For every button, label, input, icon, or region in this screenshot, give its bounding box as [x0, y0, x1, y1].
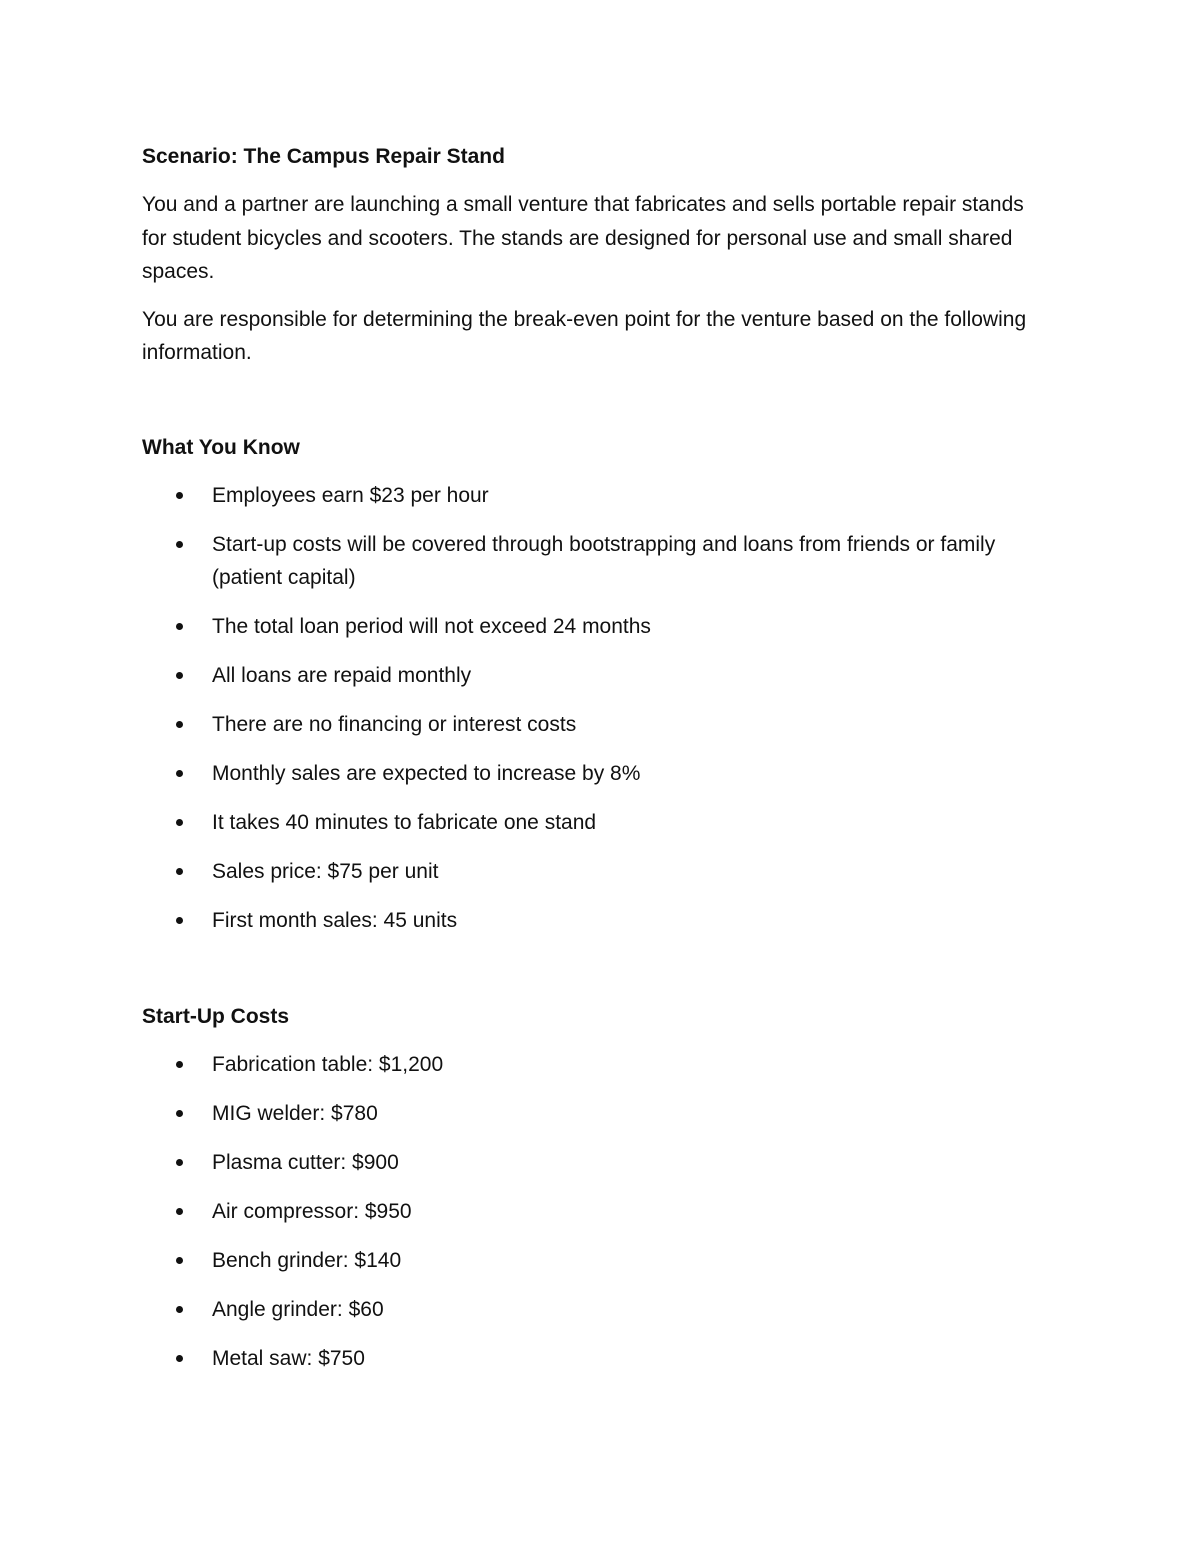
bullet-icon	[176, 868, 183, 875]
bullet-icon	[176, 721, 183, 728]
bullet-icon	[176, 1110, 183, 1117]
list-item: Bench grinder: $140	[142, 1244, 1042, 1277]
bullet-icon	[176, 1061, 183, 1068]
bullet-icon	[176, 819, 183, 826]
scenario-paragraph-1: You and a partner are launching a small venture that fabricates and sells portable repair stands for student bicycles and scooters. The stands are designed for personal use and small shared spaces.	[142, 193, 1024, 283]
what-you-know-list	[142, 479, 1042, 937]
list-item: There are no financing or interest costs	[142, 708, 1042, 741]
startup-costs-heading: Start-Up Costs	[142, 1004, 290, 1028]
list-item: Fabrication table: $1,200	[142, 1048, 1042, 1081]
startup-costs-list	[142, 1048, 1042, 1375]
bullet-icon	[176, 1159, 183, 1166]
bullet-icon	[176, 672, 183, 679]
list-item: Employees earn $23 per hour	[142, 479, 1042, 512]
list-item: Monthly sales are expected to increase by 8%	[142, 757, 1042, 790]
bullet-icon	[176, 541, 183, 548]
document-page	[142, 140, 1042, 1391]
bullet-icon	[176, 770, 183, 777]
what-you-know-heading: What You Know	[142, 435, 300, 459]
bullet-icon	[176, 1257, 183, 1264]
section-spacer	[142, 953, 1042, 1000]
bullet-icon	[176, 1306, 183, 1313]
scenario-paragraph-2: You are responsible for determining the break-even point for the venture based on the following information.	[142, 307, 1027, 364]
scenario-heading: Scenario: The Campus Repair Stand	[142, 145, 505, 168]
list-item: Metal saw: $750	[142, 1342, 1042, 1375]
list-item: Sales price: $75 per unit	[142, 855, 1042, 888]
list-item: Start-up costs will be covered through bootstrapping and loans from friends or family (patient capital)	[142, 528, 1042, 594]
bullet-icon	[176, 1355, 183, 1362]
bullet-icon	[176, 1208, 183, 1215]
bullet-icon	[176, 492, 183, 499]
section-spacer	[142, 384, 1042, 431]
list-item: Air compressor: $950	[142, 1195, 1042, 1228]
bullet-icon	[176, 917, 183, 924]
list-item: First month sales: 45 units	[142, 904, 1042, 937]
bullet-icon	[176, 623, 183, 630]
list-item: MIG welder: $780	[142, 1097, 1042, 1130]
list-item: It takes 40 minutes to fabricate one stand	[142, 806, 1042, 839]
list-item: Angle grinder: $60	[142, 1293, 1042, 1326]
list-item: Plasma cutter: $900	[142, 1146, 1042, 1179]
list-item: All loans are repaid monthly	[142, 659, 1042, 692]
list-item: The total loan period will not exceed 24 months	[142, 610, 1042, 643]
